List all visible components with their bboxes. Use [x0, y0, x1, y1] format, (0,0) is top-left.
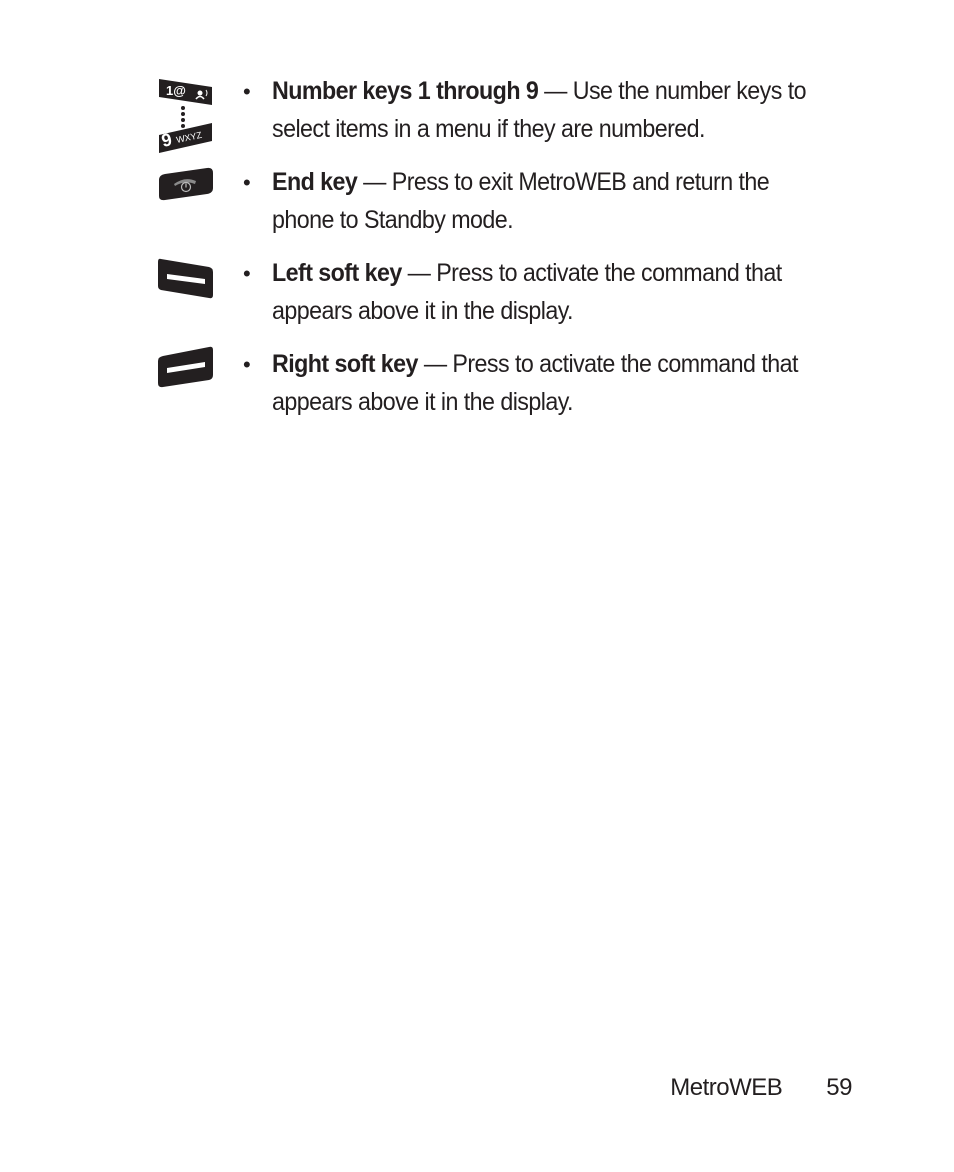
item-description: — Press to activate the command that appears above it in the display. [272, 350, 798, 416]
bullet: • [243, 79, 251, 104]
item-term: Right soft key [272, 350, 418, 378]
item-text [272, 255, 811, 330]
item-term: End key [272, 168, 358, 196]
item-text [272, 73, 811, 148]
svg-text:9: 9 [159, 129, 174, 151]
item-description: — Use the number keys to select items in a menu if they are numbered. [272, 77, 806, 143]
left-soft-key-icon [157, 257, 215, 301]
item-description: — Press to exit MetroWEB and return the phone to Standby mode. [272, 168, 770, 234]
footer-section-title: MetroWEB [670, 1074, 783, 1101]
right-soft-key-icon [157, 346, 215, 388]
bullet: • [243, 352, 251, 377]
item-text [272, 346, 811, 421]
item-text [272, 164, 811, 239]
number-keys-1-to-9-icon [157, 73, 215, 155]
page-number: 59 [826, 1074, 852, 1101]
end-key-icon [157, 166, 215, 202]
item-term: Left soft key [272, 259, 402, 287]
bullet: • [243, 170, 251, 195]
svg-text:WXYZ: WXYZ [175, 129, 203, 145]
item-description: — Press to activate the command that appears above it in the display. [272, 259, 782, 325]
bullet: • [243, 261, 251, 286]
svg-text:1@: 1@ [166, 83, 186, 98]
page-footer [670, 1074, 852, 1102]
item-term: Number keys 1 through 9 [272, 77, 539, 105]
